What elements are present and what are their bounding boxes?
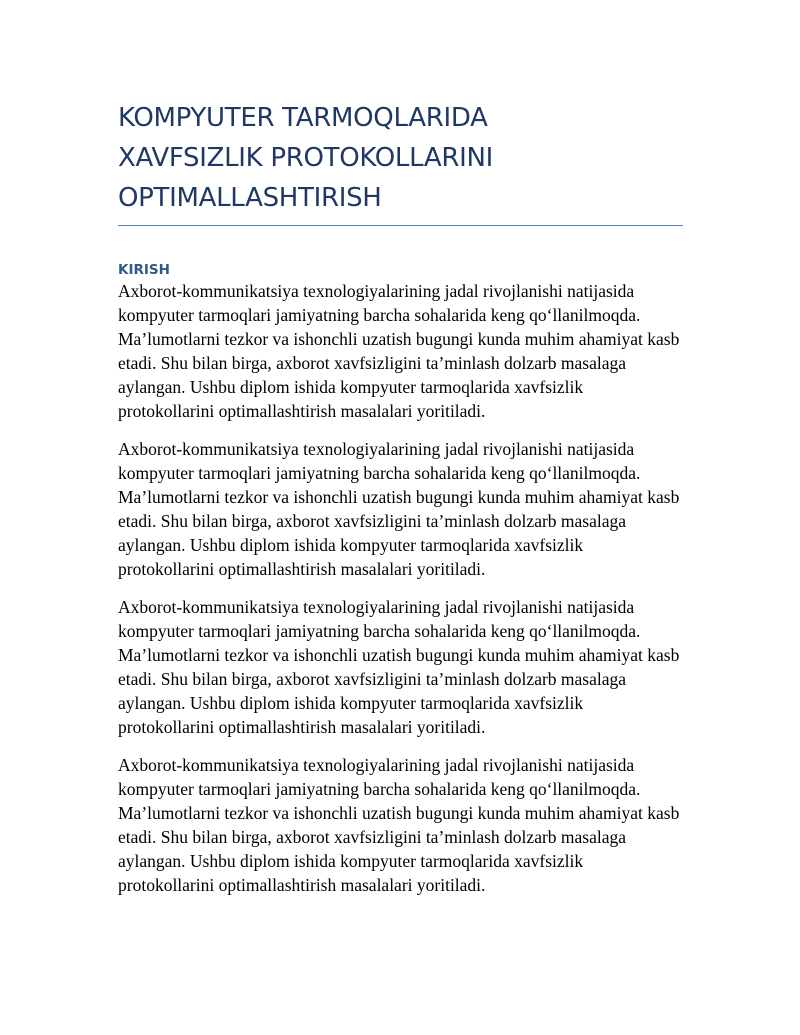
body-paragraph-1: Axborot-kommunikatsiya texnologiyalarining jadal rivojlanishi natijasida kompyuter tarmoqlari jamiyatning barcha sohalarida keng qo‘llanilmoqda. Ma’lumotlarni tezkor va ishonchli uzatish bugungi kunda muhim ahamiyat kasb etadi. Shu bilan birga, axborot xavfsizligini ta’minlash dolzarb masalaga aylangan. Ushbu diplom ishida kompyuter tarmoqlarida xavfsizlik protokollarini optimallashtirish masalalari yoritiladi. [118, 281, 680, 421]
title-line-3: OPTIMALLASHTIRISH [118, 183, 382, 213]
body-paragraph-2: Axborot-kommunikatsiya texnologiyalarining jadal rivojlanishi natijasida kompyuter tarmoqlari jamiyatning barcha sohalarida keng qo‘llanilmoqda. Ma’lumotlarni tezkor va ishonchli uzatish bugungi kunda muhim ahamiyat kasb etadi. Shu bilan birga, axborot xavfsizligini ta’minlash dolzarb masalaga aylangan. Ushbu diplom ishida kompyuter tarmoqlarida xavfsizlik protokollarini optimallashtirish masalalari yoritiladi. [118, 439, 680, 579]
body-paragraph-4: Axborot-kommunikatsiya texnologiyalarining jadal rivojlanishi natijasida kompyuter tarmoqlari jamiyatning barcha sohalarida keng qo‘llanilmoqda. Ma’lumotlarni tezkor va ishonchli uzatish bugungi kunda muhim ahamiyat kasb etadi. Shu bilan birga, axborot xavfsizligini ta’minlash dolzarb masalaga aylangan. Ushbu diplom ishida kompyuter tarmoqlarida xavfsizlik protokollarini optimallashtirish masalalari yoritiladi. [118, 755, 680, 895]
title-divider [118, 225, 683, 226]
document-title [118, 98, 683, 218]
title-line-2: XAVFSIZLIK PROTOKOLLARINI [118, 143, 494, 173]
body-paragraph-3: Axborot-kommunikatsiya texnologiyalarining jadal rivojlanishi natijasida kompyuter tarmoqlari jamiyatning barcha sohalarida keng qo‘llanilmoqda. Ma’lumotlarni tezkor va ishonchli uzatish bugungi kunda muhim ahamiyat kasb etadi. Shu bilan birga, axborot xavfsizligini ta’minlash dolzarb masalaga aylangan. Ushbu diplom ishida kompyuter tarmoqlarida xavfsizlik protokollarini optimallashtirish masalalari yoritiladi. [118, 597, 680, 737]
section-heading: KIRISH [118, 262, 170, 278]
document-page [118, 98, 683, 911]
title-line-1: KOMPYUTER TARMOQLARIDA [118, 103, 488, 133]
